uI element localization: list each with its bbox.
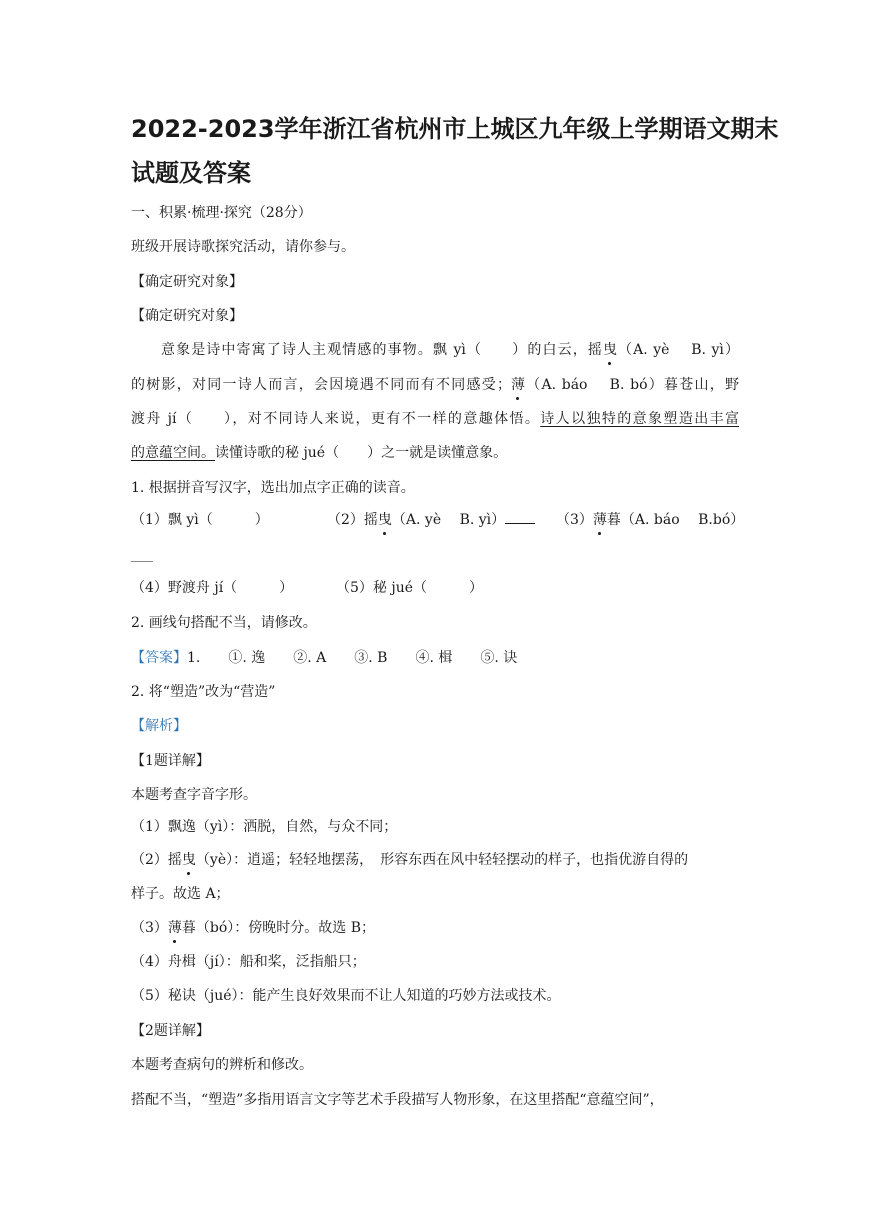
explanation-4: （4）舟楫（jí）：船和桨，泛指船只； — [131, 954, 366, 970]
passage-line-1: 意象是诗中寄寓了诗人主观情感的事物。飘 yì（ ）的白云，摇曳（A. yè B. yì） — [161, 342, 739, 358]
answer-1: 1. ①. 逸 ②. A ③. B ④. 楫 ⑤. 诀 — [187, 650, 518, 666]
dotted-char: 薄 — [510, 377, 525, 393]
answer-2: 2. 将“塑造”改为“营造” — [131, 684, 276, 700]
q1-item-5: （5）秘 jué（ ） — [336, 580, 483, 596]
explanation-intro-1: 本题考查字音字形。 — [131, 787, 257, 803]
q1-item-3: （3）薄暮（A. báo B.bó） — [556, 512, 745, 528]
question-1: 1. 根据拼音写汉字，选出加点字正确的读音。 — [131, 480, 415, 496]
detail-heading-2: 【2题详解】 — [131, 1023, 210, 1039]
answer-row — [131, 648, 739, 668]
q1-item-2: （2）摇曳（A. yè B. yì） — [327, 510, 535, 530]
analysis-label: 【解析】 — [131, 718, 187, 734]
q1-item-3-blank — [131, 548, 739, 562]
dotted-char: 曳 — [377, 512, 392, 528]
answer-blank — [131, 549, 153, 562]
dotted-char: 薄 — [167, 920, 182, 936]
question-1-items-row2 — [131, 578, 739, 598]
dotted-char: 曳 — [181, 852, 196, 868]
explanation-5: （5）秘诀（jué）：能产生良好效果而不让人知道的巧妙方法或技术。 — [131, 988, 561, 1004]
answer-blank — [505, 511, 535, 524]
section-heading: 一、积累·梳理·探究（28分） — [131, 205, 312, 221]
passage-line-4: 的意蕴空间。读懂诗歌的秘 jué（ ）之一就是读懂意象。 — [131, 445, 508, 461]
explanation-3: （3）薄暮（bó）：傍晚时分。故选 B； — [131, 920, 376, 936]
passage-line-2: 的树影，对同一诗人而言，会因境遇不同而有不同感受；薄（A. báo B. bó）暮苍山，野 — [131, 377, 740, 393]
explanation-2: （2）摇曳（yè）：逍遥；轻轻地摆荡， 形容东西在风中轻轻摆动的样子，也指优游自得的 — [131, 852, 689, 868]
detail-heading-1: 【1题详解】 — [131, 753, 210, 769]
subheading-research-object-1: 【确定研究对象】 — [131, 274, 243, 290]
explanation-2-cont: 样子。故选 A； — [131, 886, 230, 902]
doc-title-line1: 2022-2023学年浙江省杭州市上城区九年级上学期语文期末 — [131, 115, 779, 143]
question-1-items-row1 — [131, 510, 745, 530]
subheading-research-object-2: 【确定研究对象】 — [131, 308, 243, 324]
passage-line-3: 渡舟 jí（ ），对不同诗人来说，更有不一样的意趣体悟。诗人以独特的意象塑造出丰富 — [131, 411, 739, 427]
dotted-char: 薄 — [592, 512, 607, 528]
underlined-sentence: 诗人以独特的意象塑造出丰富 — [540, 411, 739, 427]
underlined-sentence-end: 的意蕴空间。 — [131, 445, 215, 461]
doc-title-line2: 试题及答案 — [131, 159, 251, 187]
q1-item-1: （1）飘 yì（ ） — [131, 512, 269, 528]
intro-text: 班级开展诗歌探究活动，请你参与。 — [131, 239, 355, 255]
explanation-last: 搭配不当，“塑造”多指用语言文字等艺术手段描写人物形象，在这里搭配“意蕴空间”， — [131, 1092, 664, 1108]
dotted-char: 曳 — [602, 342, 617, 358]
q1-item-4: （4）野渡舟 jí（ ） — [131, 580, 294, 596]
explanation-1: （1）飘逸（yì）：洒脱，自然，与众不同； — [131, 819, 398, 835]
answer-label: 【答案】 — [131, 650, 187, 666]
explanation-intro-2: 本题考查病句的辨析和修改。 — [131, 1057, 313, 1073]
question-2: 2. 画线句搭配不当，请修改。 — [131, 615, 317, 631]
